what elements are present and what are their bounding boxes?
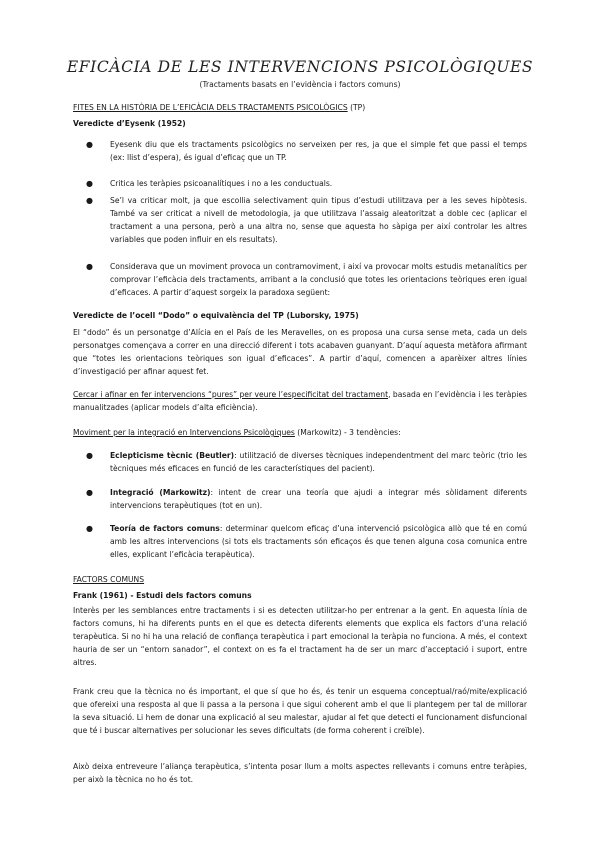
section-heading-text: FITES EN LA HISTÒRIA DE L’EFICÀCIA DELS TRACTAMENTS PSICOLÒGICS (73, 103, 348, 112)
moviment-underlined: Moviment per la integració en Intervencions Psicològiques (73, 428, 295, 437)
list-item (86, 449, 527, 475)
bullet-icon: ● (86, 262, 93, 271)
cercar-underlined: Cercar i afinar en fer intervencions “pures” per veure l’especificitat del tractament (73, 390, 389, 399)
bullet-icon: ● (86, 179, 93, 188)
list-item (86, 138, 527, 164)
bullet-icon: ● (86, 451, 93, 460)
dodo-heading: Veredicte de l’ocell “Dodo” o equivalència del TP (Luborsky, 1975) (73, 311, 359, 320)
section-heading-suffix: (TP) (347, 103, 366, 112)
page-title: EFICÀCIA DE LES INTERVENCIONS PSICOLÒGIQUES (66, 58, 534, 76)
bullet-icon: ● (86, 196, 93, 205)
cercar-rest: , basada en l’evidència i les teràpies manualitzades (aplicar models d’alta eficiència). (73, 390, 528, 412)
bullet-icon: ● (86, 488, 93, 497)
factors-comuns-heading: FACTORS COMUNS (73, 575, 145, 584)
bullet-icon: ● (86, 140, 93, 149)
tendency-label: Eclepticisme tècnic (Beutler) (110, 451, 235, 460)
frank-heading: Frank (1961) - Estudi dels factors comuns (73, 591, 252, 600)
list-item (86, 522, 527, 561)
list-item-text: Critica les teràpies psicoanalítiques i no a les conductuals. (110, 179, 333, 188)
frank-paragraph-3: Això deixa entreveure l’aliança terapèutica, s’intenta posar llum a molts aspectes rellevants i comuns entre teràpies, per això la tècnica no ho és tot. (73, 762, 527, 784)
frank-paragraph-1: Interès per les semblances entre tractaments i si es detecten utilitzar-ho per entrenar a la gent. En aquesta línia de factors comuns, hi ha diferents punts en el que es detecta diferents elements que explica els factors d’una relació terapèutica. Si no hi ha una relació de confiança terapèutica i part emocional la teràpia no funciona. A més, el context hauria de ser un “entorn sanador”, el context on es fa el tractament ha de ser un marc d’acceptació i suport, entre altres. (73, 606, 527, 667)
list-item (86, 194, 527, 246)
list-item-text: Considerava que un moviment provoca un contramoviment, i així va provocar molts estudis metanalítics per comprovar l’eficàcia dels tractaments, arribant a la conclusió que totes les orientacions teòriques eren igual d’eficaces. A partir d’aquest sorgeix la paradoxa següent: (110, 262, 527, 297)
tendency-label: Teoría de factors comuns (110, 524, 220, 533)
moviment-heading (73, 427, 401, 439)
tendency-text: : intent de crear una teoría que ajudi a integrar més sòlidament diferents intervencions terapèutiques (tot en un). (110, 488, 528, 510)
tendency-text: : utilització de diverses tècniques independentment del marc teòric (trio les tècniques més eficaces en funció de les característiques del pacient). (110, 451, 527, 473)
list-item (86, 260, 527, 299)
eysenk-heading: Veredicte d’Eysenk (1952) (73, 119, 186, 128)
list-item-text: Se’l va criticar molt, ja que escollia selectivament quin tipus d’estudi utilitzava per a les seves hipòtesis. També va ser criticat a nivell de metodologia, ja que utilitzava l’assaig aleatoritzat a doble cec (aplicar el tractament a una persona, però a una altra no, sense que aquesta ho sàpiga per així controlar les altres variables que poden influir en els resultats). (110, 196, 527, 244)
tendency-text: : determinar quelcom eficaç d’una intervenció psicològica allò que té en comú amb les altres intervencions (si tots els tractaments són eficaços és que tenen alguna cosa comunica entre elles, explicant l’eficàcia terapèutica). (110, 524, 527, 559)
list-item (86, 177, 527, 190)
list-item-text: Eyesenk diu que els tractaments psicològics no serveixen per res, ja que el simple fet que passi el temps (ex: llist d’espera), és igual d’eficaç que un TP. (110, 140, 527, 162)
dodo-paragraph: El “dodo” és un personatge d’Alícia en el País de les Meravelles, on es proposa una cursa sense meta, cada un dels personatges començava a correr en una direcció diferent i tots acabaven guanyant. D’aquí aquesta metàfora afirmant que “totes les orientacions teòriques son igual d’eficaces”. A partir d’aquí, comencen a aparèixer altres línies d’investigació per afinar aquest fet. (73, 328, 527, 376)
moviment-rest: (Markowitz) - 3 tendències: (294, 428, 401, 437)
cercar-paragraph (73, 388, 527, 414)
section-heading-fites (73, 102, 365, 114)
tendency-label: Integració (Markowitz) (110, 488, 211, 497)
bullet-icon: ● (86, 524, 93, 533)
frank-paragraph-2: Frank creu que la tècnica no és important, el que sí que ho és, és tenir un esquema conceptual/raó/mite/explicació que ofereixi una resposta al que li passa a la persona i que sigui coherent amb el que li plantegem per tal de millorar la seva situació. Li hem de donar una explicació al seu malestar, ajudar al fet que detecti el funcionament disfuncional que té i buscar alternatives per solucionar les seves dificultats (de forma coherent i creïble). (73, 687, 527, 735)
list-item (86, 486, 528, 512)
page-subtitle: (Tractaments basats en l’evidència i factors comuns) (199, 80, 401, 89)
